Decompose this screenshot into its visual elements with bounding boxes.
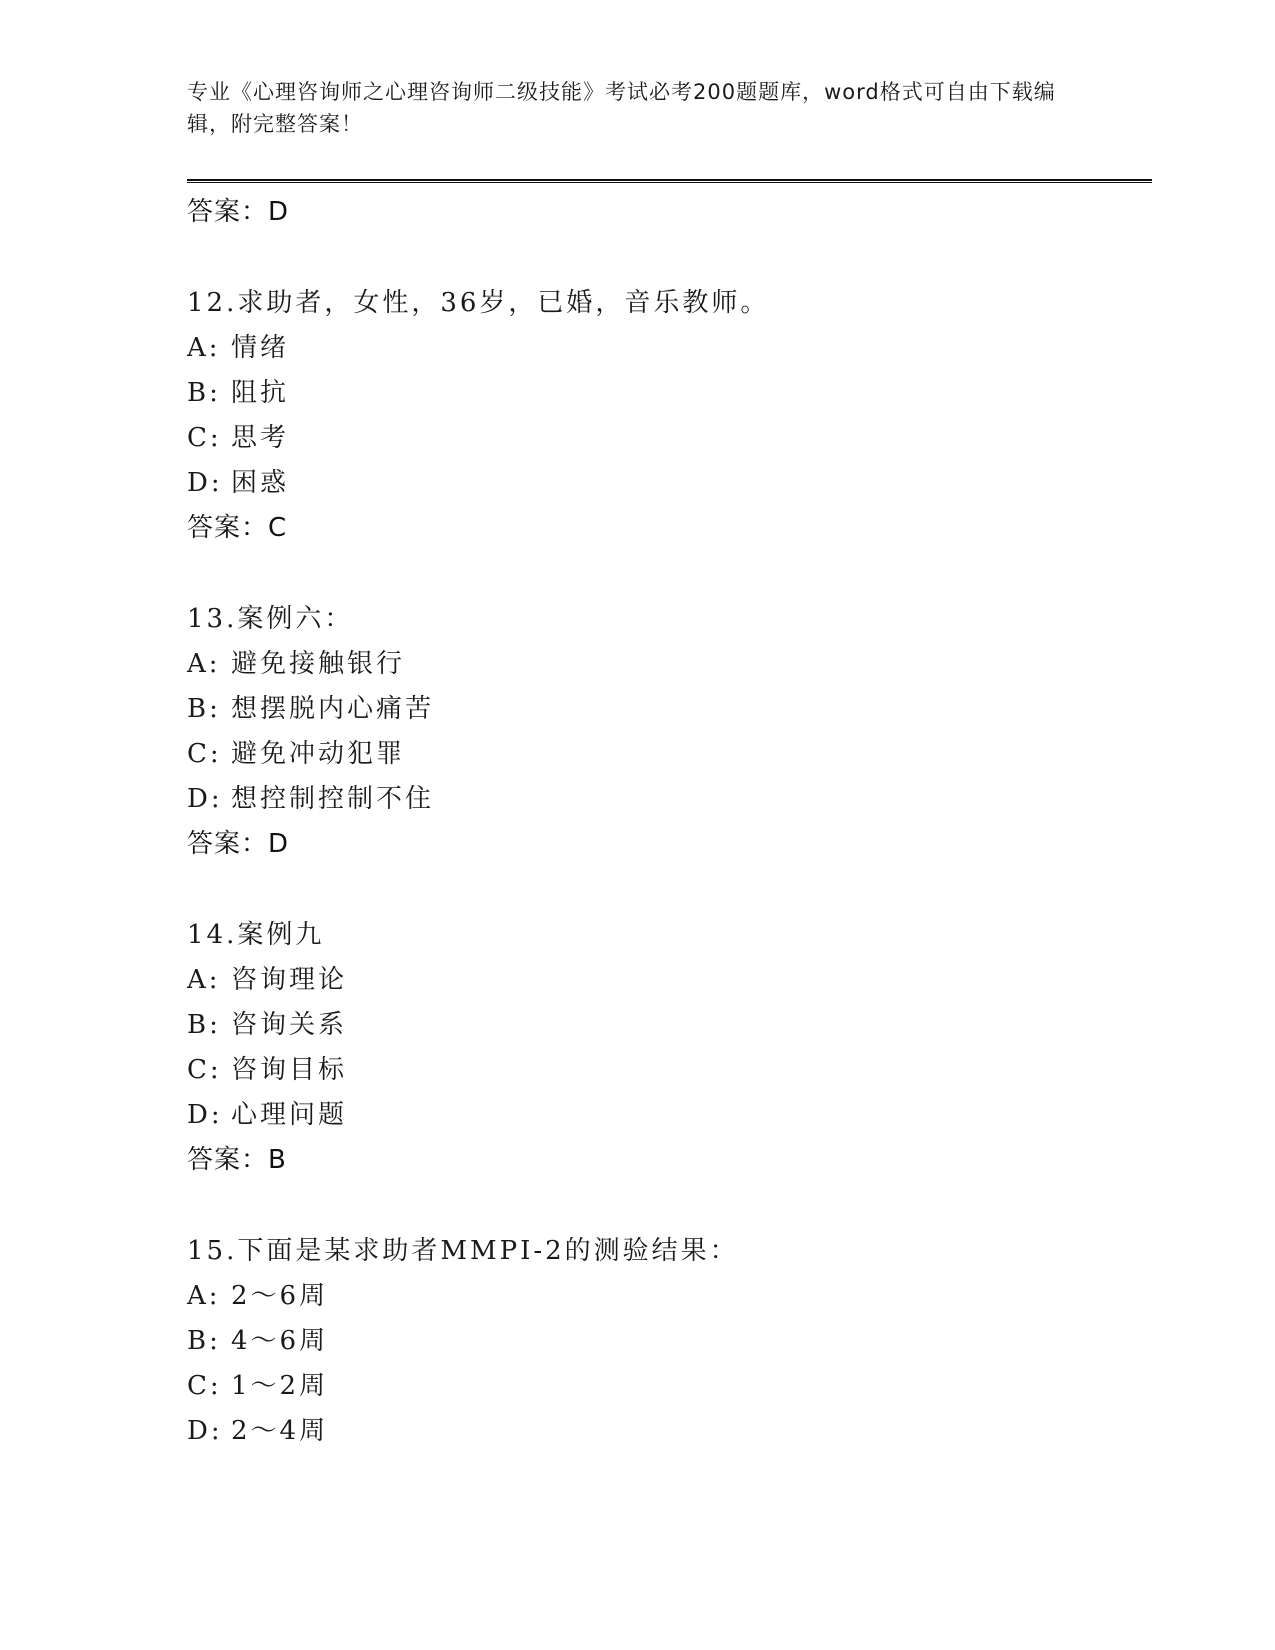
option-text: 2～6周: [231, 1281, 329, 1311]
header-divider: [187, 179, 1152, 183]
option-b: [187, 1319, 1152, 1364]
question-stem: 14.案例九: [187, 920, 325, 950]
option-key: D:: [187, 1416, 223, 1446]
option-text: 心理问题: [231, 1100, 348, 1130]
option-text: 1～2周: [231, 1371, 329, 1401]
answer-line: 答案：C: [187, 513, 288, 543]
option-key: C:: [187, 1055, 222, 1085]
answer-line-previous: 答案：D: [187, 197, 290, 227]
question-item: [187, 597, 1152, 867]
option-text: 4～6周: [231, 1326, 329, 1356]
question-list: [187, 190, 1152, 1454]
option-key: C:: [187, 739, 222, 769]
option-key: B:: [187, 694, 221, 724]
option-key: D:: [187, 468, 223, 498]
option-key: D:: [187, 1100, 223, 1130]
option-a: [187, 326, 1152, 371]
option-key: A:: [187, 965, 221, 995]
option-text: 咨询关系: [231, 1010, 348, 1040]
option-b: [187, 1003, 1152, 1048]
option-d: [187, 1409, 1152, 1454]
question-stem: 12.求助者，女性，36岁，已婚，音乐教师。: [187, 288, 770, 318]
answer-line: 答案：D: [187, 829, 290, 859]
option-key: A:: [187, 1281, 221, 1311]
option-key: B:: [187, 1326, 221, 1356]
option-text: 想控制控制不住: [231, 784, 435, 814]
option-text: 情绪: [231, 333, 290, 363]
option-a: [187, 642, 1152, 687]
option-b: [187, 687, 1152, 732]
option-d: [187, 461, 1152, 506]
option-text: 阻抗: [231, 378, 290, 408]
option-c: [187, 1048, 1152, 1093]
question-stem: 13.案例六：: [187, 604, 354, 634]
question-item: [187, 913, 1152, 1183]
option-key: A:: [187, 649, 221, 679]
question-item: [187, 1229, 1152, 1454]
option-d: [187, 1093, 1152, 1138]
option-c: [187, 1364, 1152, 1409]
option-key: D:: [187, 784, 223, 814]
question-item: [187, 281, 1152, 551]
option-text: 困惑: [231, 468, 290, 498]
option-a: [187, 958, 1152, 1003]
option-key: B:: [187, 378, 221, 408]
option-text: 避免接触银行: [231, 649, 406, 679]
option-text: 2～4周: [231, 1416, 329, 1446]
option-text: 避免冲动犯罪: [231, 739, 406, 769]
question-stem: 15.下面是某求助者MMPI-2的测验结果：: [187, 1236, 739, 1266]
option-text: 咨询理论: [231, 965, 348, 995]
option-a: [187, 1274, 1152, 1319]
option-c: [187, 416, 1152, 461]
option-key: C:: [187, 1371, 222, 1401]
header-note: 专业《心理咨询师之心理咨询师二级技能》考试必考200题题库，word格式可自由下载编辑，附完整答案！: [187, 80, 1056, 136]
option-text: 想摆脱内心痛苦: [231, 694, 435, 724]
option-key: B:: [187, 1010, 221, 1040]
option-key: C:: [187, 423, 222, 453]
option-d: [187, 777, 1152, 822]
option-text: 咨询目标: [231, 1055, 348, 1085]
answer-line: 答案：B: [187, 1145, 287, 1175]
option-key: A:: [187, 333, 221, 363]
option-text: 思考: [231, 423, 290, 453]
option-c: [187, 732, 1152, 777]
option-b: [187, 371, 1152, 416]
